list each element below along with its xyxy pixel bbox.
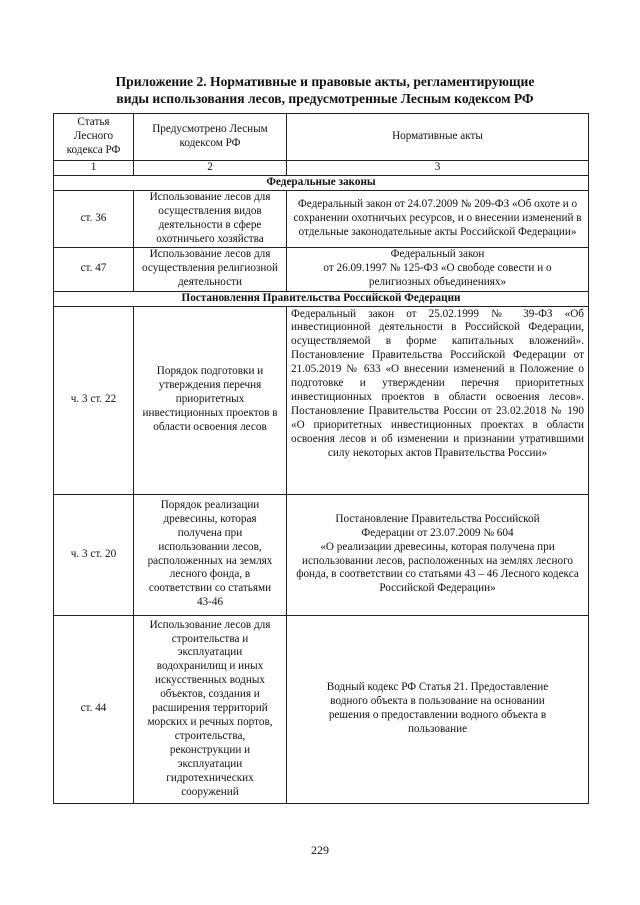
acts-cell	[287, 494, 589, 615]
appendix-title	[60, 73, 590, 107]
table-header-row	[54, 114, 589, 161]
acts-cell: Водный кодекс РФ Статья 21. Предоставление водного объекта в пользование на основании решения о предоставлении водного объекта в пользование	[287, 615, 589, 803]
acts-cell	[287, 247, 589, 291]
page-number: 229	[311, 843, 329, 857]
column-number-2: 2	[134, 161, 287, 176]
table-row	[54, 190, 589, 247]
header-acts: Нормативные акты	[287, 114, 589, 161]
acts-line: Постановление Правительства Российской Федерации от 23.07.2009 № 604	[335, 512, 540, 539]
article-cell: ст. 36	[54, 190, 134, 247]
header-article: Статья Лесного кодекса РФ	[54, 114, 134, 161]
column-number-1: 1	[54, 161, 134, 176]
article-cell: ч. 3 ст. 20	[54, 494, 134, 615]
header-provided: Предусмотрено Лесным кодексом РФ	[134, 114, 287, 161]
provided-cell: Использование лесов для строительства и эксплуатации водохранилищ и иных искусственных водных объектов, создания и расширения территорий морских и речных портов, строительства, реконструкции и эксплуатации гидротехнических сооружений	[134, 615, 287, 803]
title-line-2: виды использования лесов, предусмотренные Лесным кодексом РФ	[116, 91, 534, 106]
article-cell: ст. 47	[54, 247, 134, 291]
column-number-3: 3	[287, 161, 589, 176]
acts-line: Федеральный закон	[390, 248, 485, 261]
provided-cell: Порядок реализации древесины, которая получена при использовании лесов, расположенных на землях лесного фонда, в соответствии со статьями 43-46	[134, 494, 287, 615]
section-heading: Постановления Правительства Российской Федерации	[54, 291, 589, 306]
section-heading: Федеральные законы	[54, 175, 589, 190]
provided-cell: Порядок подготовки и утверждения перечня приоритетных инвестиционных проектов в области освоения лесов	[134, 306, 287, 494]
article-cell: ст. 44	[54, 615, 134, 803]
provided-cell: Использование лесов для осуществления религиозной деятельности	[134, 247, 287, 291]
column-numbers-row	[54, 161, 589, 176]
table-row	[54, 494, 589, 615]
table-row	[54, 306, 589, 494]
section-row-federal-laws	[54, 175, 589, 190]
acts-cell: Федеральный закон от 25.02.1999 № 39-ФЗ «Об инвестиционной деятельности в Российской Федерации, осуществляемой в форме капитальных вложений». Постановление Правительства Российской Федерации от 21.05.2019 № 633 «О внесении изменений в Положение о подготовке и утверждении перечня приоритетных инвестиционных проектов в области освоения лесов». Постановление Правительства России от 23.02.2018 № 190 «О приоритетных инвестиционных проектах в области освоения лесов и об изменении и признании утратившими силу некоторых актов Правительства России»	[287, 306, 589, 494]
provided-cell: Использование лесов для осуществления видов деятельности в сфере охотничьего хозяйства	[134, 190, 287, 247]
table-row	[54, 247, 589, 291]
regulations-table	[53, 113, 589, 804]
acts-cell: Федеральный закон от 24.07.2009 № 209-ФЗ «Об охоте и о сохранении охотничьих ресурсов, и о внесении изменений в отдельные законодательные акты Российской Федерации»	[287, 190, 589, 247]
title-line-1: Приложение 2. Нормативные и правовые акты, регламентирующие	[115, 74, 535, 89]
acts-line: от 26.09.1997 № 125-ФЗ «О свободе совести и о религиозных объединениях»	[323, 262, 552, 288]
acts-line: «О реализации древесины, которая получена при использовании лесов, расположенных на землях лесного фонда, в соответствии со статьями 43 – 46 Лесного кодекса Российской Федерации»	[296, 540, 579, 595]
article-cell: ч. 3 ст. 22	[54, 306, 134, 494]
section-row-government-decrees	[54, 291, 589, 306]
table-row	[54, 615, 589, 803]
